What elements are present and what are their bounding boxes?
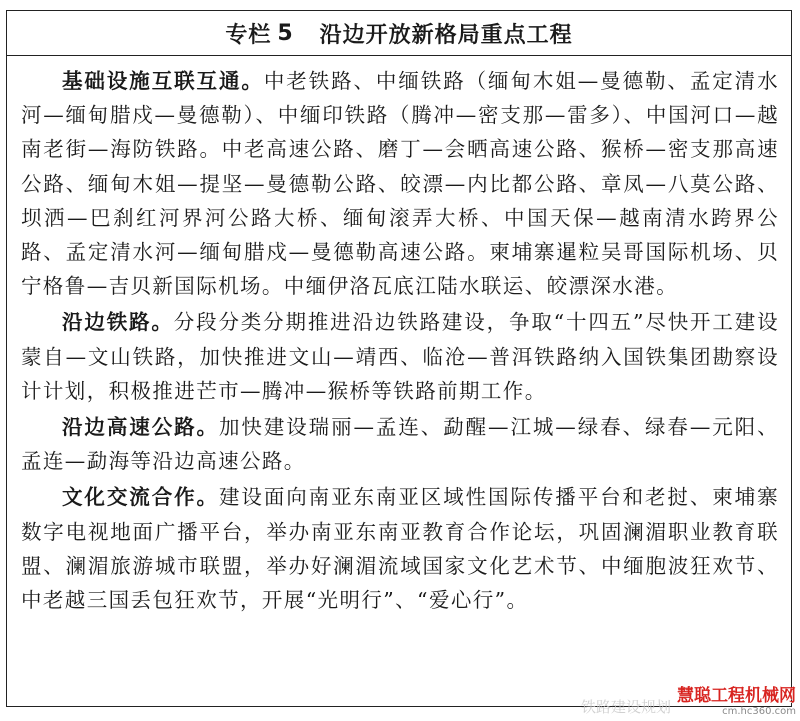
box-header [7,11,791,56]
section-body: 建设面向南亚东南亚区域性国际传播平台和老挝、柬埔寨数字电视地面广播平台，举办南亚东南亚教育合作论坛，巩固澜湄职业教育联盟、澜湄旅游城市联盟，举办好澜湄流域国家文化艺术节、中缅胞波狂欢节、中老越三国丢包狂欢节，开展“光明行”、“爱心行”。 [21,485,779,613]
section-border-highway [21,410,779,478]
section-heading: 沿边铁路。 [62,310,174,335]
section-body: 中老铁路、中缅铁路（缅甸木姐—曼德勒、孟定清水河—缅甸腊戍—曼德勒）、中缅印铁路（腾冲—密支那—雷多）、中国河口—越南老街—海防铁路。中老高速公路、磨丁—会晒高速公路、猴桥—密支那高速公路、缅甸木姐—提坚—曼德勒公路、皎漂—内比都公路、章凤—八莫公路、坝洒—巴刹红河界河公路大桥、缅甸滚弄大桥、中国天保—越南清水跨界公路、孟定清水河—缅甸腊戍—曼德勒高速公路。柬埔寨暹粒吴哥国际机场、贝宁格鲁—吉贝新国际机场。中缅伊洛瓦底江陆水联运、皎漂深水港。 [21,69,779,299]
watermark-brand: 慧聪工程机械网 [677,686,796,706]
section-body: 分段分类分期推进沿边铁路建设，争取“十四五”尽快开工建设蒙自—文山铁路，加快推进文山—靖西、临沧—普洱铁路纳入国铁集团勘察设计计划，积极推进芒市—腾冲—猴桥等铁路前期工作。 [21,310,779,403]
watermark-logo [677,681,796,717]
box-title: 沿边开放新格局重点工程 [319,22,573,48]
section-body: 加快建设瑞丽—孟连、勐醒—江城—绿春、绿春—元阳、孟连—勐海等沿边高速公路。 [21,415,779,474]
watermark-account: 铁路建设规划 [580,698,671,716]
box-label: 专栏 [225,22,272,48]
box-content [7,56,791,617]
box-number: 5 [277,20,294,46]
section-heading: 基础设施互联互通。 [62,69,264,93]
section-border-railway [21,305,779,408]
section-cultural-exchange [21,480,779,617]
watermark-site: cm.hc360.com [722,706,796,717]
section-heading: 文化交流合作。 [62,485,219,510]
watermark [581,681,796,717]
column-box [6,10,792,707]
section-infrastructure [21,64,779,303]
section-heading: 沿边高速公路。 [62,415,219,440]
